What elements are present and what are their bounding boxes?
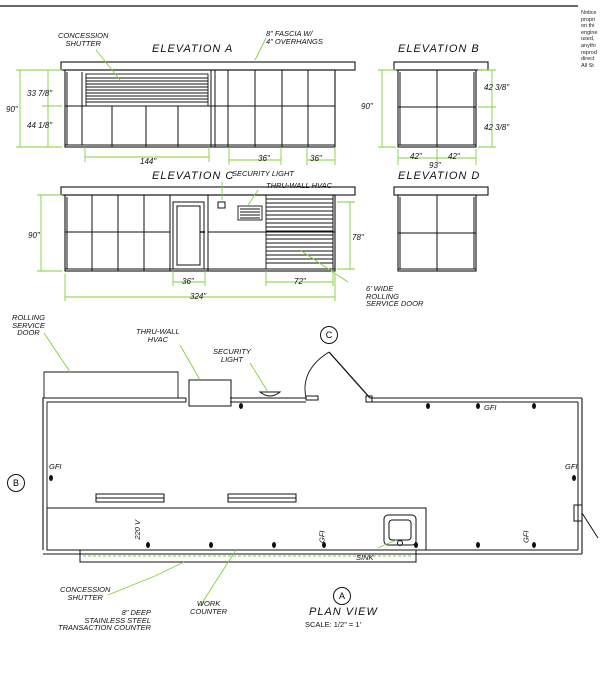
transaction-counter-label: 8" DEEP STAINLESS STEEL TRANSACTION COUNTER bbox=[58, 608, 151, 632]
notice-text: Notice propri on thi engine used, anythi reprod direct All St bbox=[581, 10, 598, 69]
security-light-label-c: SECURITY LIGHT bbox=[232, 169, 294, 178]
plan-scale: SCALE: 1/2" = 1' bbox=[305, 620, 362, 629]
dim-b-lower: 42 3/8" bbox=[484, 123, 510, 132]
dim-a-36-1: 36" bbox=[258, 154, 270, 163]
fascia-label: 8" FASCIA W/ 4" OVERHANGS bbox=[266, 29, 323, 46]
gfi-label-1: GFI bbox=[484, 403, 497, 412]
dim-a-36-2: 36" bbox=[310, 154, 322, 163]
concession-shutter-label: CONCESSION SHUTTER bbox=[58, 31, 109, 48]
thru-wall-hvac-label-plan: THRU-WALL HVAC bbox=[136, 327, 180, 344]
outlets bbox=[50, 404, 576, 548]
gfi-label-2: GFI bbox=[49, 462, 62, 471]
elevation-c bbox=[61, 187, 355, 271]
gfi-label-4: GFI bbox=[317, 530, 327, 543]
concession-shutter bbox=[86, 74, 208, 106]
dim-c-door-width: 36" bbox=[182, 277, 194, 286]
elevation-c-title: ELEVATION C bbox=[152, 170, 235, 182]
dim-a-upper: 33 7/8" bbox=[27, 89, 53, 98]
elevation-b bbox=[394, 62, 488, 147]
security-light-label-plan: SECURITY LIGHT bbox=[213, 347, 251, 364]
security-light-elevation bbox=[218, 202, 225, 208]
elevation-b-title: ELEVATION B bbox=[398, 43, 480, 55]
dim-a-total: 90" bbox=[6, 105, 18, 114]
section-marker-b: B bbox=[7, 474, 25, 492]
elevation-d bbox=[394, 187, 488, 271]
dim-b-height: 90" bbox=[361, 102, 373, 111]
dim-c-door-height: 78" bbox=[352, 233, 364, 242]
dim-c-height: 90" bbox=[28, 231, 40, 240]
dim-c-total: 324" bbox=[190, 292, 207, 301]
plan-view-title: PLAN VIEW bbox=[309, 606, 378, 618]
gfi-label-5: GFI bbox=[521, 530, 531, 543]
section-marker-c: C bbox=[320, 326, 338, 344]
section-marker-a: A bbox=[333, 587, 351, 605]
concession-shutter-plan-label: CONCESSION SHUTTER bbox=[60, 585, 111, 602]
dim-b-w1: 42" bbox=[410, 152, 422, 161]
rolling-door-label-c: 6' WIDE ROLLING SERVICE DOOR bbox=[366, 284, 424, 308]
dim-c-roll-width: 72" bbox=[294, 277, 306, 286]
gfi-label-3: GFI bbox=[565, 462, 578, 471]
dim-b-w2: 42" bbox=[448, 152, 460, 161]
hvac-unit-elevation bbox=[238, 206, 262, 220]
voltage-label: 220 V bbox=[133, 519, 143, 540]
dim-a-shutter-width: 144" bbox=[140, 157, 157, 166]
sink-label: SINK bbox=[356, 553, 374, 562]
elevation-a-title: ELEVATION A bbox=[152, 43, 234, 55]
dim-b-upper: 42 3/8" bbox=[484, 83, 510, 92]
work-counter-label: WORK COUNTER bbox=[190, 599, 228, 616]
elevation-d-title: ELEVATION D bbox=[398, 170, 481, 182]
thru-wall-hvac-label-c: THRU-WALL HVAC bbox=[266, 181, 332, 190]
dim-a-lower: 44 1/8" bbox=[27, 121, 53, 130]
dim-b-total: 93" bbox=[429, 161, 441, 170]
rolling-service-door-label: ROLLING SERVICE DOOR bbox=[12, 313, 45, 337]
